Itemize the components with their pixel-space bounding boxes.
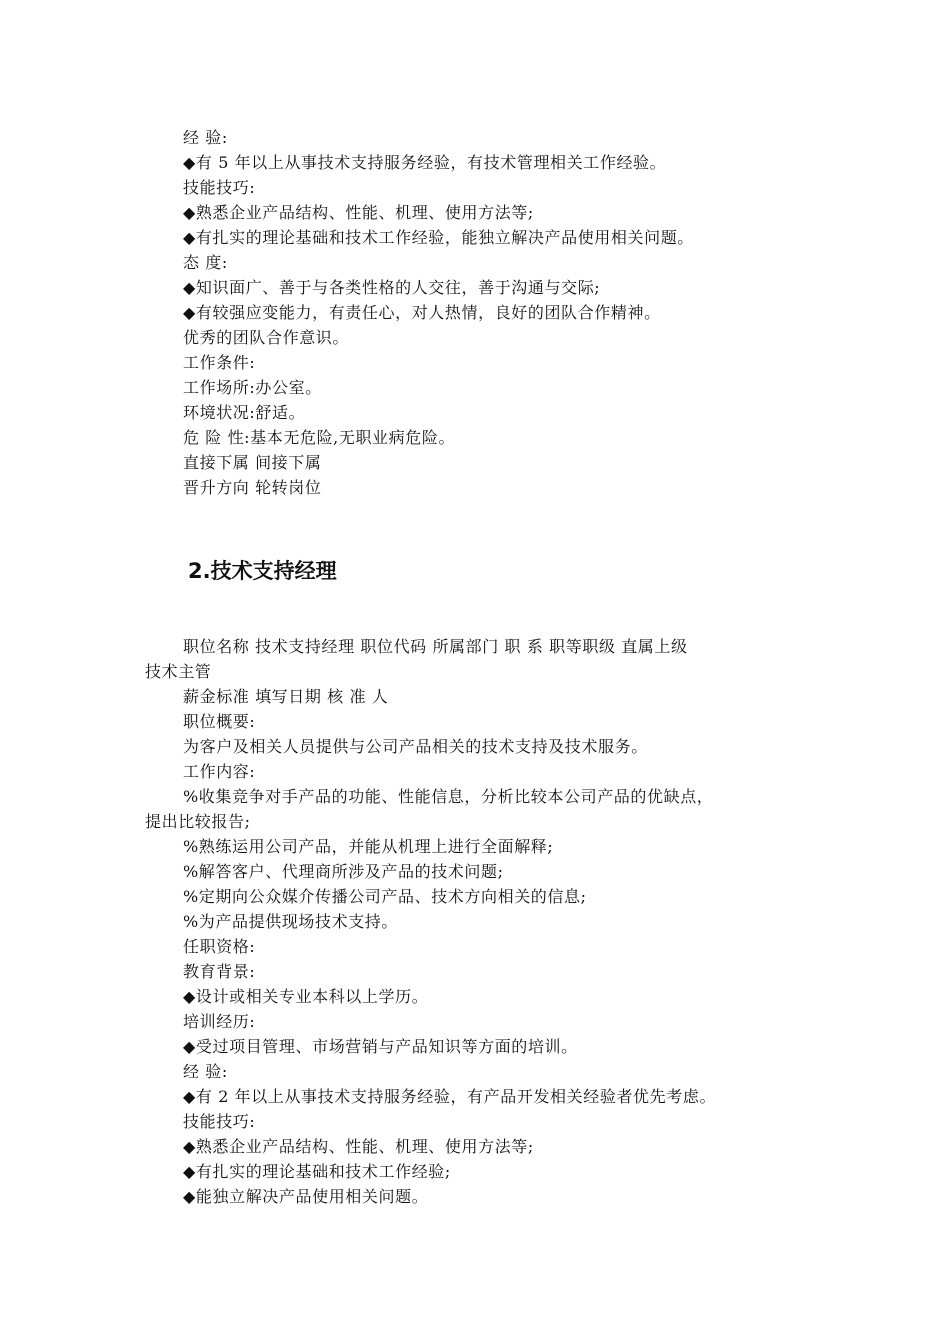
skills-item: ◆熟悉企业产品结构、性能、机理、使用方法等; <box>183 1137 534 1156</box>
position-summary-text: 为客户及相关人员提供与公司产品相关的技术支持及技术服务。 <box>183 737 648 756</box>
skills-label: 技能技巧: <box>183 1112 256 1131</box>
salary-info-line: 薪金标准 填写日期 核 准 人 <box>183 687 389 706</box>
environment-line: 环境状况:舒适。 <box>183 403 306 422</box>
workplace-line: 工作场所:办公室。 <box>183 378 322 397</box>
experience-item: ◆有 5 年以上从事技术支持服务经验，有技术管理相关工作经验。 <box>183 153 667 172</box>
attitude-item: ◆知识面广、善于与各类性格的人交往，善于沟通与交际; <box>183 278 601 297</box>
education-label: 教育背景: <box>183 962 256 981</box>
experience-label: 经 验: <box>183 128 228 147</box>
position-summary-label: 职位概要: <box>183 712 256 731</box>
training-item: ◆受过项目管理、市场营销与产品知识等方面的培训。 <box>183 1037 578 1056</box>
position-info-line: 职位名称 技术支持经理 职位代码 所属部门 职 系 职等职级 直属上级 <box>183 637 688 656</box>
work-content-continuation: 提出比较报告; <box>145 812 251 831</box>
work-content-item: %定期向公众媒介传播公司产品、技术方向相关的信息; <box>183 887 587 906</box>
work-content-item: %为产品提供现场技术支持。 <box>183 912 399 931</box>
attitude-note: 优秀的团队合作意识。 <box>183 328 350 347</box>
attitude-item: ◆有较强应变能力，有责任心，对人热情，良好的团队合作精神。 <box>183 303 661 322</box>
experience-item: ◆有 2 年以上从事技术支持服务经验，有产品开发相关经验者优先考虑。 <box>183 1087 717 1106</box>
section-heading: 2.技术支持经理 <box>188 559 337 583</box>
section-2-body <box>0 634 950 1209</box>
section-1-requirements <box>0 125 950 500</box>
skills-item: ◆有扎实的理论基础和技术工作经验，能独立解决产品使用相关问题。 <box>183 228 694 247</box>
qualifications-label: 任职资格: <box>183 937 256 956</box>
experience-label: 经 验: <box>183 1062 228 1081</box>
work-content-item: %熟练运用公司产品，并能从机理上进行全面解释; <box>183 837 554 856</box>
attitude-label: 态 度: <box>183 253 228 272</box>
work-content-label: 工作内容: <box>183 762 256 781</box>
skills-item: ◆能独立解决产品使用相关问题。 <box>183 1187 429 1206</box>
skills-item: ◆熟悉企业产品结构、性能、机理、使用方法等; <box>183 203 534 222</box>
work-content-item: %收集竞争对手产品的功能、性能信息，分析比较本公司产品的优缺点， <box>183 787 714 806</box>
promotion-line: 晋升方向 轮转岗位 <box>183 478 322 497</box>
subordinates-line: 直接下属 间接下属 <box>183 453 322 472</box>
education-item: ◆设计或相关专业本科以上学历。 <box>183 987 429 1006</box>
skills-label: 技能技巧: <box>183 178 256 197</box>
work-content-item: %解答客户、代理商所涉及产品的技术问题; <box>183 862 504 881</box>
training-label: 培训经历: <box>183 1012 256 1031</box>
position-info-continuation: 技术主管 <box>145 662 212 681</box>
skills-item: ◆有扎实的理论基础和技术工作经验; <box>183 1162 451 1181</box>
work-conditions-label: 工作条件: <box>183 353 256 372</box>
risk-line: 危 险 性:基本无危险,无职业病危险。 <box>183 428 456 447</box>
